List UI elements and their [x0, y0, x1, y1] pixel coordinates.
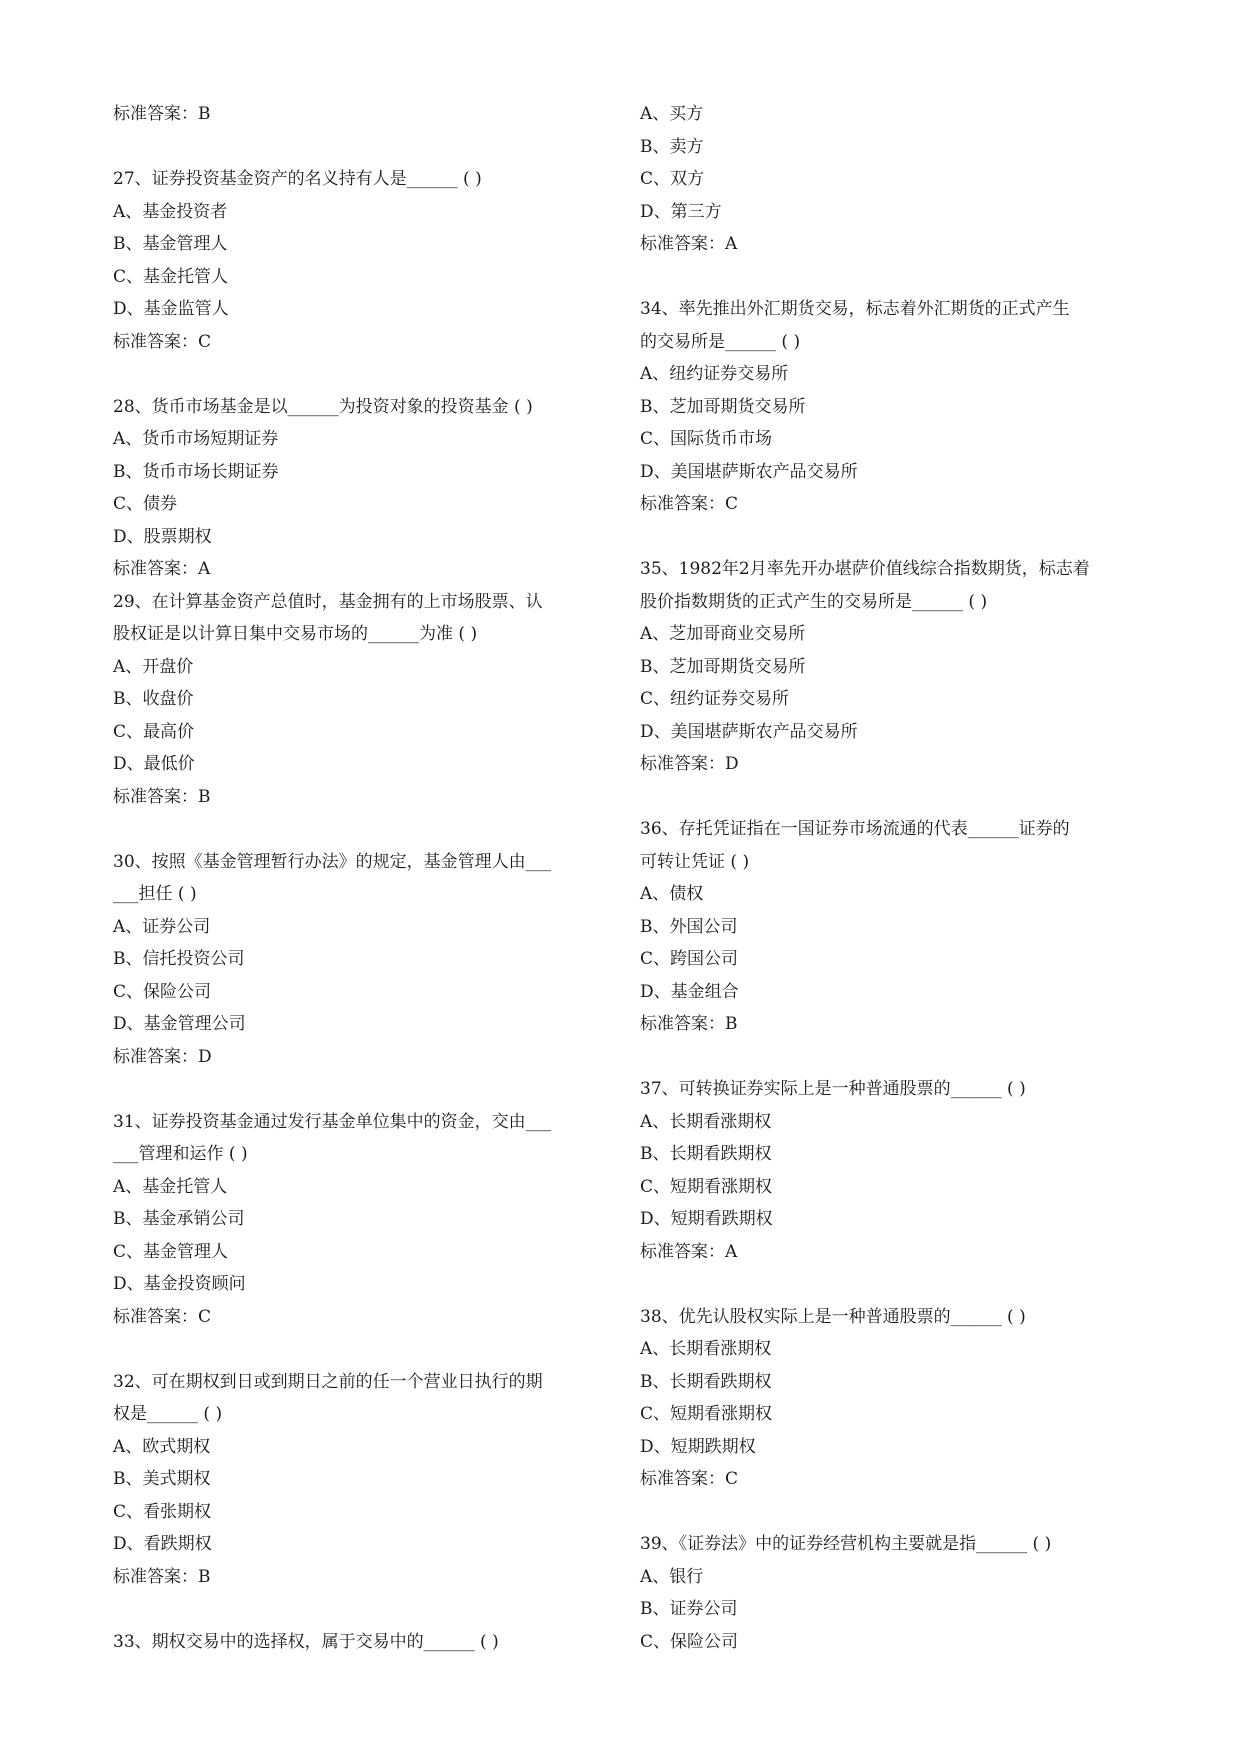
answer-option: D、美国堪萨斯农产品交易所: [640, 721, 858, 742]
question-block: [640, 293, 1130, 521]
answer-option: B、卖方: [640, 136, 704, 157]
question-block: [640, 813, 1130, 1041]
standard-answer: 标准答案：A: [640, 1241, 738, 1262]
answer-option: B、长期看跌期权: [640, 1144, 772, 1164]
answer-option: D、基金投资顾问: [113, 1274, 246, 1294]
answer-option: D、最低价: [113, 754, 195, 774]
standard-answer: 标准答案：C: [113, 331, 212, 352]
question-block: [640, 98, 1130, 261]
standard-answer: 标准答案：C: [640, 1469, 739, 1489]
answer-option: C、债券: [113, 494, 178, 514]
question-spacer: [640, 521, 1130, 554]
question-block: [113, 1366, 603, 1594]
answer-option: D、短期跌期权: [640, 1436, 756, 1457]
question-block: [113, 391, 603, 586]
answer-option: B、芝加哥期货交易所: [640, 656, 806, 677]
answer-option: A、芝加哥商业交易所: [640, 624, 806, 644]
answer-option: A、基金投资者: [113, 201, 228, 222]
standard-answer: 标准答案：B: [113, 104, 211, 124]
standard-answer: 标准答案：A: [640, 234, 738, 254]
question-spacer: [113, 813, 603, 846]
question-text: 31、证券投资基金通过发行基金单位集中的资金，交由___: [113, 1111, 552, 1132]
answer-option: C、短期看涨期权: [640, 1176, 773, 1197]
answer-option: A、债权: [640, 884, 704, 904]
question-text: 30、按照《基金管理暂行办法》的规定，基金管理人由___: [113, 851, 552, 872]
answer-option: D、看跌期权: [113, 1534, 212, 1554]
question-text: 37、可转换证券实际上是一种普通股票的______ ( ): [640, 1079, 1026, 1099]
answer-option: A、证券公司: [113, 916, 211, 937]
standard-answer: 标准答案：B: [113, 786, 211, 807]
answer-option: C、跨国公司: [640, 949, 739, 969]
answer-option: D、第三方: [640, 201, 722, 222]
answer-option: D、基金监管人: [113, 299, 229, 319]
question-block: [113, 1626, 603, 1659]
answer-option: A、开盘价: [113, 656, 194, 677]
question-spacer: [640, 781, 1130, 814]
answer-option: C、国际货币市场: [640, 429, 773, 449]
left-column: [113, 98, 603, 1658]
question-text: 股价指数期货的正式产生的交易所是______ ( ): [640, 591, 988, 612]
standard-answer: 标准答案：C: [640, 494, 739, 514]
answer-option: A、长期看涨期权: [640, 1111, 772, 1132]
question-spacer: [640, 1041, 1130, 1074]
question-text: 权是______ ( ): [113, 1404, 223, 1424]
standard-answer: 标准答案：C: [113, 1306, 212, 1327]
answer-option: B、美式期权: [113, 1469, 211, 1489]
answer-option: C、双方: [640, 169, 705, 189]
answer-option: B、芝加哥期货交易所: [640, 396, 806, 417]
question-block: [640, 1073, 1130, 1268]
answer-option: D、短期看跌期权: [640, 1209, 773, 1229]
answer-option: C、纽约证券交易所: [640, 689, 790, 709]
question-spacer: [640, 1268, 1130, 1301]
answer-option: C、短期看涨期权: [640, 1404, 773, 1424]
question-block: [640, 553, 1130, 781]
answer-option: A、欧式期权: [113, 1436, 211, 1457]
standard-answer: 标准答案：A: [113, 559, 211, 579]
standard-answer: 标准答案：B: [640, 1014, 738, 1034]
question-text: 39、《证券法》中的证券经营机构主要就是指______ ( ): [640, 1534, 1052, 1554]
answer-option: B、信托投资公司: [113, 949, 245, 969]
answer-option: B、基金管理人: [113, 234, 228, 254]
question-block: [113, 163, 603, 358]
question-text: ___管理和运作 ( ): [113, 1144, 248, 1164]
question-spacer: [113, 358, 603, 391]
answer-option: A、长期看涨期权: [640, 1339, 772, 1359]
question-text: 33、期权交易中的选择权，属于交易中的______ ( ): [113, 1631, 499, 1652]
question-spacer: [113, 1333, 603, 1366]
question-block: [113, 846, 603, 1074]
right-column: [640, 98, 1130, 1658]
answer-option: C、最高价: [113, 721, 195, 742]
question-block: [640, 1528, 1130, 1658]
question-text: 的交易所是______ ( ): [640, 331, 801, 352]
answer-option: D、股票期权: [113, 526, 212, 547]
answer-option: C、看张期权: [113, 1501, 212, 1522]
answer-option: D、基金组合: [640, 981, 739, 1002]
answer-option: A、纽约证券交易所: [640, 364, 789, 384]
question-block: [640, 1301, 1130, 1496]
answer-option: A、买方: [640, 104, 704, 124]
question-spacer: [640, 1496, 1130, 1529]
question-spacer: [113, 1593, 603, 1626]
question-text: 29、在计算基金资产总值时，基金拥有的上市场股票、认: [113, 591, 543, 612]
answer-option: B、外国公司: [640, 916, 738, 937]
standard-answer: 标准答案：D: [113, 1046, 212, 1067]
answer-option: C、保险公司: [640, 1631, 739, 1652]
answer-option: C、基金托管人: [113, 266, 229, 287]
question-spacer: [640, 261, 1130, 294]
question-spacer: [113, 131, 603, 164]
answer-option: B、证券公司: [640, 1599, 738, 1619]
answer-option: B、货币市场长期证券: [113, 461, 279, 482]
question-block: [113, 586, 603, 814]
question-text: 35、1982年2月率先开办堪萨价值线综合指数期货，标志着: [640, 559, 1090, 579]
answer-option: A、基金托管人: [113, 1176, 228, 1197]
question-text: 34、率先推出外汇期货交易，标志着外汇期货的正式产生: [640, 299, 1070, 319]
standard-answer: 标准答案：B: [113, 1566, 211, 1587]
question-spacer: [113, 1073, 603, 1106]
question-text: 27、证券投资基金资产的名义持有人是______ ( ): [113, 169, 482, 189]
question-text: 股权证是以计算日集中交易市场的______为准 ( ): [113, 624, 478, 644]
answer-option: B、基金承销公司: [113, 1209, 245, 1229]
question-text: 38、优先认股权实际上是一种普通股票的______ ( ): [640, 1306, 1026, 1327]
question-text: ___担任 ( ): [113, 884, 197, 904]
answer-option: D、美国堪萨斯农产品交易所: [640, 461, 858, 482]
standard-answer: 标准答案：D: [640, 754, 739, 774]
answer-option: B、长期看跌期权: [640, 1371, 772, 1392]
answer-option: A、货币市场短期证券: [113, 429, 279, 449]
answer-option: D、基金管理公司: [113, 1014, 246, 1034]
answer-option: A、银行: [640, 1566, 704, 1587]
question-text: 32、可在期权到日或到期日之前的任一个营业日执行的期: [113, 1371, 543, 1392]
answer-option: C、保险公司: [113, 981, 212, 1002]
question-block: [113, 1106, 603, 1334]
answer-option: B、收盘价: [113, 689, 194, 709]
question-text: 36、存托凭证指在一国证券市场流通的代表______证券的: [640, 819, 1070, 839]
question-text: 可转让凭证 ( ): [640, 851, 750, 872]
question-block: [113, 98, 603, 131]
answer-option: C、基金管理人: [113, 1241, 229, 1262]
question-text: 28、货币市场基金是以______为投资对象的投资基金 ( ): [113, 396, 533, 417]
